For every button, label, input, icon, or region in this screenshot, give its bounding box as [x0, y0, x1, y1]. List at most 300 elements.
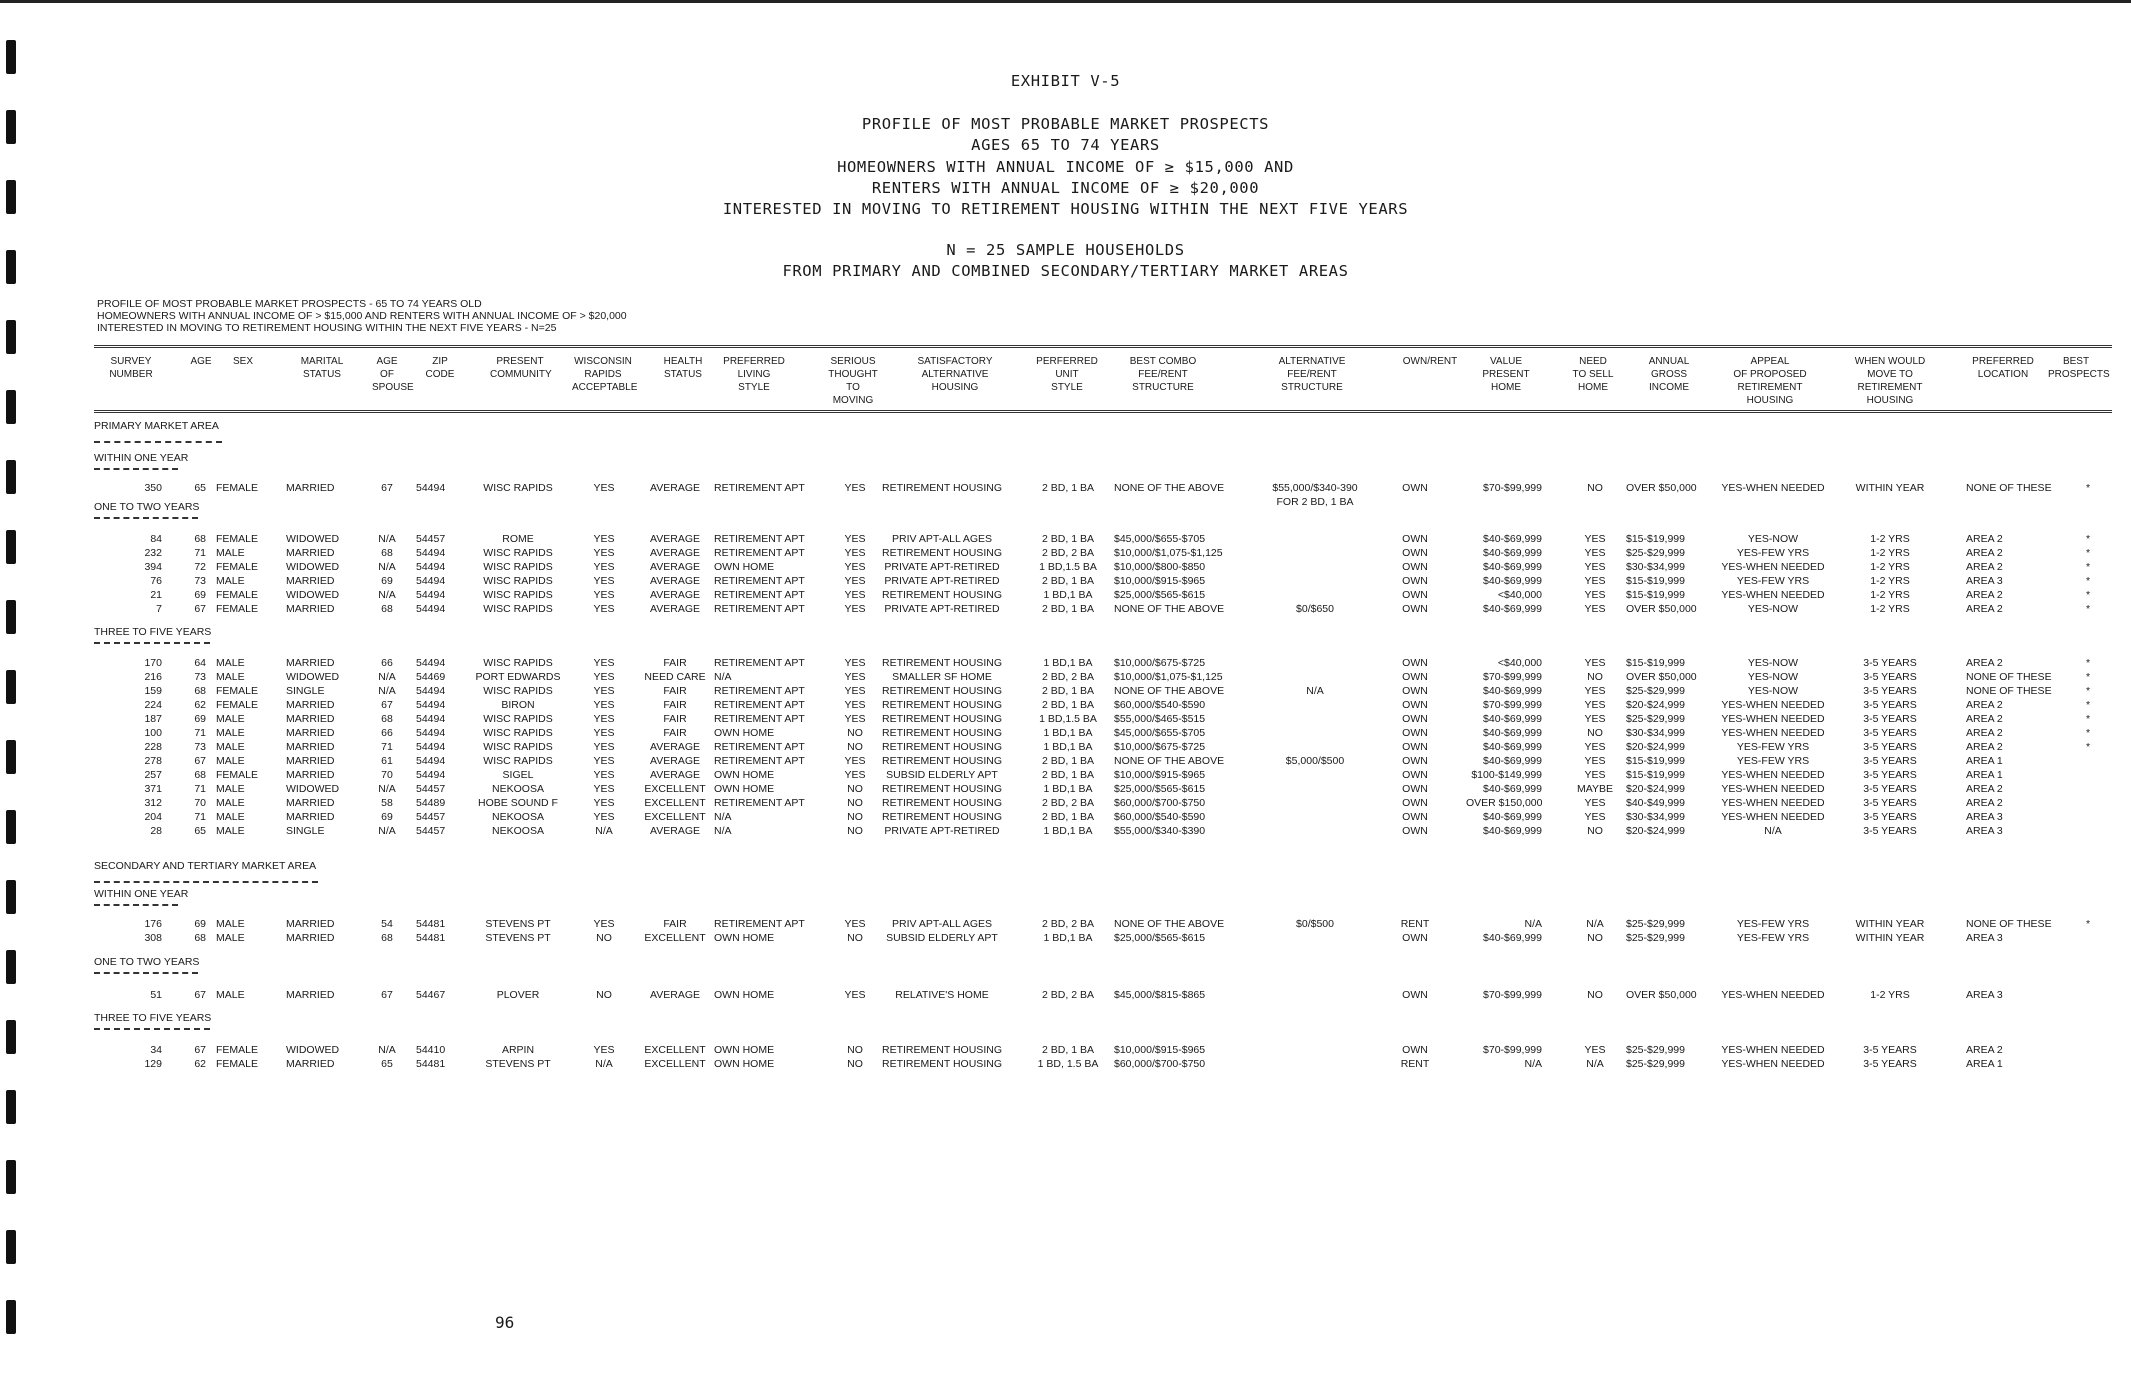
table-cell: 3-5 YEARS: [1863, 783, 1917, 795]
table-cell: 257: [144, 769, 162, 781]
table-cell: 159: [144, 685, 162, 697]
table-cell: RETIREMENT APT: [714, 482, 805, 494]
table-cell: MARRIED: [286, 699, 335, 711]
table-cell: YES: [1584, 685, 1606, 697]
table-cell: YES: [593, 741, 615, 753]
header-rule-top: [94, 345, 2112, 348]
table-cell: FAIR: [663, 713, 687, 725]
table-cell: 1-2 YRS: [1870, 561, 1910, 573]
table-cell: AVERAGE: [650, 769, 700, 781]
table-cell: RETIREMENT APT: [714, 699, 805, 711]
column-header: WISCONSIN RAPIDS ACCEPTABLE: [572, 356, 638, 393]
table-cell: $60,000/$700-$750: [1114, 797, 1206, 809]
column-header: ALTERNATIVE FEE/RENT STRUCTURE: [1278, 356, 1346, 393]
column-header: WHEN WOULD MOVE TO RETIREMENT HOUSING: [1854, 356, 1926, 406]
table-cell: AREA 3: [1966, 811, 2003, 823]
table-cell: FEMALE: [216, 482, 259, 494]
table-cell: 71: [194, 783, 206, 795]
punch-hole: [6, 600, 16, 634]
table-cell: PRIV APT-ALL AGES: [892, 533, 992, 545]
table-cell: NO: [1587, 825, 1603, 837]
table-cell: 67: [194, 603, 206, 615]
sample-line: N = 25 SAMPLE HOUSEHOLDS: [946, 241, 1185, 259]
table-cell: NO: [847, 1044, 863, 1056]
table-cell: NO: [847, 727, 863, 739]
table-cell: YES: [844, 561, 866, 573]
punch-hole: [6, 40, 16, 74]
table-cell: OWN: [1402, 932, 1428, 944]
table-cell: FAIR: [663, 727, 687, 739]
punch-hole: [6, 1090, 16, 1124]
table-cell: MARRIED: [286, 547, 335, 559]
table-cell: *: [2085, 685, 2091, 697]
table-cell: 216: [144, 671, 162, 683]
table-cell: $30-$34,999: [1626, 811, 1685, 823]
table-cell: 54469: [416, 671, 446, 683]
table-cell: PRIVATE APT-RETIRED: [884, 603, 1000, 615]
table-cell: NO: [1587, 671, 1603, 683]
table-cell: $40-$49,999: [1626, 797, 1685, 809]
table-cell: OVER $50,000: [1626, 671, 1697, 683]
table-cell: MALE: [216, 797, 245, 809]
table-cell: 54494: [416, 741, 446, 753]
table-cell: AREA 2: [1966, 533, 2003, 545]
sub-header-line: INTERESTED IN MOVING TO RETIREMENT HOUSING WITHIN THE NEXT FIVE YEARS - N=25: [97, 322, 557, 334]
sub-header-line: HOMEOWNERS WITH ANNUAL INCOME OF > $15,000 AND RENTERS WITH ANNUAL INCOME OF > $20,000: [97, 310, 627, 322]
table-cell: *: [2085, 589, 2091, 601]
table-cell: $70-$99,999: [1483, 671, 1542, 683]
table-cell: 3-5 YEARS: [1863, 825, 1917, 837]
table-cell: 67: [381, 482, 393, 494]
timeframe-heading: WITHIN ONE YEAR: [94, 888, 189, 900]
table-cell: AVERAGE: [650, 589, 700, 601]
table-cell: $45,000/$815-$865: [1114, 989, 1206, 1001]
table-cell: NO: [1587, 727, 1603, 739]
punch-hole: [6, 740, 16, 774]
table-cell: YES: [593, 811, 615, 823]
table-cell: YES-FEW YRS: [1736, 918, 1810, 930]
table-cell: YES: [844, 603, 866, 615]
table-cell: 3-5 YEARS: [1863, 657, 1917, 669]
table-cell: 1 BD, 1.5 BA: [1037, 1058, 1099, 1070]
table-cell: 54494: [416, 727, 446, 739]
table-cell: AVERAGE: [650, 533, 700, 545]
table-cell: OWN: [1402, 575, 1428, 587]
table-cell: WITHIN YEAR: [1855, 482, 1925, 494]
table-cell: MARRIED: [286, 1058, 335, 1070]
table-cell: 71: [381, 741, 393, 753]
title-line: AGES 65 TO 74 YEARS: [971, 136, 1160, 154]
table-cell: 67: [194, 989, 206, 1001]
table-cell: YES-NOW: [1747, 671, 1799, 683]
table-cell: $20-$24,999: [1626, 699, 1685, 711]
table-cell: N/A: [378, 671, 396, 683]
table-cell: $40-$69,999: [1483, 741, 1542, 753]
table-cell: $70-$99,999: [1483, 1044, 1542, 1056]
table-cell: OWN: [1402, 783, 1428, 795]
table-cell: YES: [593, 755, 615, 767]
table-cell: *: [2085, 727, 2091, 739]
table-cell: YES: [1584, 713, 1606, 725]
table-cell: RENT: [1400, 918, 1430, 930]
column-header: PREFERRED LIVING STYLE: [723, 356, 785, 393]
table-cell: *: [2085, 482, 2091, 494]
table-cell: 1 BD,1 BA: [1043, 589, 1093, 601]
table-cell: $15-$19,999: [1626, 533, 1685, 545]
table-cell: 54494: [416, 575, 446, 587]
punch-hole: [6, 670, 16, 704]
table-cell: 54467: [416, 989, 446, 1001]
table-cell: N/A: [1764, 825, 1782, 837]
table-cell: FEMALE: [216, 699, 259, 711]
table-cell: 54494: [416, 769, 446, 781]
table-cell: YES: [593, 685, 615, 697]
table-cell: 1-2 YRS: [1870, 589, 1910, 601]
table-cell: MARRIED: [286, 657, 335, 669]
table-cell: 2 BD, 1 BA: [1042, 533, 1094, 545]
table-cell: 1 BD,1 BA: [1043, 783, 1093, 795]
table-cell: OWN: [1402, 769, 1428, 781]
market-area-heading: SECONDARY AND TERTIARY MARKET AREA: [94, 860, 317, 872]
table-cell: WIDOWED: [286, 589, 340, 601]
table-cell: 2 BD, 2 BA: [1042, 989, 1094, 1001]
table-cell: 62: [194, 1058, 206, 1070]
table-cell: $10,000/$915-$965: [1114, 769, 1206, 781]
table-cell: 2 BD, 2 BA: [1042, 918, 1094, 930]
table-cell: 70: [381, 769, 393, 781]
table-cell: WISC RAPIDS: [483, 482, 553, 494]
table-cell: FEMALE: [216, 1058, 259, 1070]
table-cell: OWN: [1402, 561, 1428, 573]
table-cell: 73: [194, 741, 206, 753]
table-cell: YES: [593, 713, 615, 725]
table-cell: OWN: [1402, 755, 1428, 767]
timeframe-heading: THREE TO FIVE YEARS: [94, 626, 212, 638]
table-cell: $40-$69,999: [1483, 727, 1542, 739]
table-cell: MARRIED: [286, 811, 335, 823]
table-cell: 2 BD, 2 BA: [1042, 671, 1094, 683]
table-cell: YES: [1584, 1044, 1606, 1056]
table-cell: 54494: [416, 657, 446, 669]
table-cell: OWN: [1402, 1044, 1428, 1056]
table-cell: 71: [194, 547, 206, 559]
table-cell: OWN: [1402, 699, 1428, 711]
table-cell: WIDOWED: [286, 783, 340, 795]
table-cell: $0/$500: [1296, 918, 1334, 930]
table-cell: 312: [144, 797, 162, 809]
table-cell: 68: [194, 769, 206, 781]
table-cell: OWN: [1402, 811, 1428, 823]
table-cell: 71: [194, 811, 206, 823]
table-cell: RETIREMENT HOUSING: [882, 547, 1002, 559]
table-cell: 62: [194, 699, 206, 711]
table-cell: 54494: [416, 603, 446, 615]
table-cell: RETIREMENT HOUSING: [882, 589, 1002, 601]
punch-hole: [6, 320, 16, 354]
table-cell: 1-2 YRS: [1870, 533, 1910, 545]
table-cell: N/A: [1586, 1058, 1604, 1070]
table-cell: PRIVATE APT-RETIRED: [884, 575, 1000, 587]
table-cell: N/A: [714, 825, 732, 837]
table-cell: OWN: [1402, 713, 1428, 725]
table-cell: $55,000/$340-$390: [1114, 825, 1206, 837]
table-cell: WIDOWED: [286, 671, 340, 683]
table-cell: 3-5 YEARS: [1863, 699, 1917, 711]
table-cell: $25-$29,999: [1626, 1044, 1685, 1056]
table-cell: 58: [381, 797, 393, 809]
table-cell: YES: [593, 575, 615, 587]
table-cell: YES-WHEN NEEDED: [1721, 797, 1825, 809]
table-cell: OWN: [1402, 533, 1428, 545]
punch-hole: [6, 460, 16, 494]
table-cell: HOBE SOUND F: [478, 797, 558, 809]
table-cell: YES-FEW YRS: [1736, 547, 1810, 559]
table-cell: MALE: [216, 727, 245, 739]
table-cell: NO: [847, 741, 863, 753]
table-cell: NONE OF THESE: [1966, 685, 2052, 697]
timeframe-heading: WITHIN ONE YEAR: [94, 452, 189, 464]
timeframe-heading: THREE TO FIVE YEARS: [94, 1012, 212, 1024]
table-cell: OWN HOME: [714, 1058, 775, 1070]
table-cell: $60,000/$540-$590: [1114, 699, 1206, 711]
punch-hole: [6, 1020, 16, 1054]
table-cell: RETIREMENT APT: [714, 755, 805, 767]
table-cell: 73: [194, 575, 206, 587]
table-cell: AREA 1: [1966, 769, 2003, 781]
table-cell: YES-FEW YRS: [1736, 741, 1810, 753]
table-cell: OVER $50,000: [1626, 989, 1697, 1001]
table-cell: NONE OF THE ABOVE: [1114, 685, 1225, 697]
table-cell: 1 BD,1.5 BA: [1039, 713, 1097, 725]
table-cell: 3-5 YEARS: [1863, 797, 1917, 809]
table-cell: 1 BD,1.5 BA: [1039, 561, 1097, 573]
table-cell: MALE: [216, 825, 245, 837]
table-cell: 228: [144, 741, 162, 753]
table-cell: YES-FEW YRS: [1736, 932, 1810, 944]
timeframe-heading: ONE TO TWO YEARS: [94, 501, 200, 513]
table-cell: 64: [194, 657, 206, 669]
table-cell: AREA 2: [1966, 713, 2003, 725]
table-cell: YES: [844, 713, 866, 725]
table-cell: NO: [847, 783, 863, 795]
table-cell: 21: [150, 589, 162, 601]
table-cell: FAIR: [663, 657, 687, 669]
table-cell: YES-WHEN NEEDED: [1721, 1058, 1825, 1070]
table-cell: BIRON: [501, 699, 535, 711]
table-cell: 170: [144, 657, 162, 669]
table-cell: FAIR: [663, 699, 687, 711]
table-cell: RETIREMENT APT: [714, 589, 805, 601]
table-cell: YES-WHEN NEEDED: [1721, 811, 1825, 823]
table-cell: OWN: [1402, 685, 1428, 697]
table-cell: $25-$29,999: [1626, 918, 1685, 930]
table-cell: AREA 3: [1966, 932, 2003, 944]
table-cell: FEMALE: [216, 561, 259, 573]
exhibit-label: EXHIBIT V-5: [1010, 72, 1121, 90]
table-cell: 68: [381, 547, 393, 559]
table-cell: 1 BD,1 BA: [1043, 657, 1093, 669]
table-cell: WISC RAPIDS: [483, 741, 553, 753]
table-cell: YES: [593, 797, 615, 809]
table-cell: 65: [194, 482, 206, 494]
table-cell: WISC RAPIDS: [483, 727, 553, 739]
table-cell: YES: [844, 657, 866, 669]
table-cell: WISC RAPIDS: [483, 685, 553, 697]
table-cell: YES-WHEN NEEDED: [1721, 1044, 1825, 1056]
table-cell: YES: [844, 699, 866, 711]
table-cell: YES: [844, 918, 866, 930]
table-cell: 1-2 YRS: [1870, 603, 1910, 615]
table-cell: N/A: [378, 825, 396, 837]
table-cell: MALE: [216, 713, 245, 725]
table-cell: N/A: [378, 685, 396, 697]
table-cell: MALE: [216, 918, 245, 930]
table-cell: OVER $50,000: [1626, 603, 1697, 615]
column-header: BEST COMBO FEE/RENT STRUCTURE: [1129, 356, 1197, 393]
table-cell: MALE: [216, 989, 245, 1001]
table-cell: NONE OF THE ABOVE: [1114, 918, 1225, 930]
table-cell: 68: [194, 932, 206, 944]
table-cell: NEED CARE: [644, 671, 706, 683]
table-cell: $70-$99,999: [1483, 699, 1542, 711]
table-cell: AVERAGE: [650, 825, 700, 837]
table-cell: WISC RAPIDS: [483, 561, 553, 573]
table-cell: $40-$69,999: [1483, 533, 1542, 545]
table-cell: MARRIED: [286, 575, 335, 587]
table-cell: ARPIN: [501, 1044, 535, 1056]
table-cell: YES: [1584, 699, 1606, 711]
table-cell: MALE: [216, 547, 245, 559]
table-cell: EXCELLENT: [644, 1058, 706, 1070]
table-cell: 54494: [416, 482, 446, 494]
table-cell: 65: [381, 1058, 393, 1070]
table-cell: YES-WHEN NEEDED: [1721, 482, 1825, 494]
table-cell: YES: [593, 671, 615, 683]
table-cell: $25-$29,999: [1626, 547, 1685, 559]
table-cell: OWN: [1402, 797, 1428, 809]
timeframe-underline: [94, 468, 178, 470]
table-cell: RETIREMENT APT: [714, 797, 805, 809]
table-cell: N/A: [378, 783, 396, 795]
table-cell: 68: [194, 685, 206, 697]
table-cell: SMALLER SF HOME: [892, 671, 992, 683]
table-cell: N/A: [378, 1044, 396, 1056]
table-cell: WISC RAPIDS: [483, 589, 553, 601]
table-cell: 67: [194, 1044, 206, 1056]
table-cell: YES: [593, 657, 615, 669]
table-cell: YES: [844, 989, 866, 1001]
table-cell: 68: [194, 533, 206, 545]
table-cell: OVER $50,000: [1626, 482, 1697, 494]
table-cell: YES-WHEN NEEDED: [1721, 589, 1825, 601]
table-cell: 1 BD,1 BA: [1043, 932, 1093, 944]
table-cell: $10,000/$1,075-$1,125: [1114, 671, 1223, 683]
table-cell: 34: [150, 1044, 162, 1056]
table-cell: 69: [381, 811, 393, 823]
table-cell: YES: [844, 575, 866, 587]
table-cell: PRIVATE APT-RETIRED: [884, 561, 1000, 573]
punch-hole: [6, 390, 16, 424]
column-header: NEED TO SELL HOME: [1572, 356, 1614, 393]
table-cell: *: [2085, 918, 2091, 930]
table-cell: 3-5 YEARS: [1863, 811, 1917, 823]
table-cell: MALE: [216, 741, 245, 753]
table-cell: 3-5 YEARS: [1863, 755, 1917, 767]
table-cell: 66: [381, 657, 393, 669]
table-cell: RETIREMENT HOUSING: [882, 713, 1002, 725]
table-cell: YES-NOW: [1747, 603, 1799, 615]
table-cell: WISC RAPIDS: [483, 657, 553, 669]
table-cell: 187: [144, 713, 162, 725]
table-cell: AVERAGE: [650, 482, 700, 494]
table-cell: STEVENS PT: [485, 1058, 551, 1070]
table-cell: $40-$69,999: [1483, 713, 1542, 725]
table-cell: *: [2085, 713, 2091, 725]
table-cell: 54481: [416, 932, 446, 944]
table-cell: YES: [593, 699, 615, 711]
table-cell: RENT: [1400, 1058, 1430, 1070]
table-cell: N/A: [595, 1058, 613, 1070]
column-header: BEST PROSPECTS: [2048, 356, 2110, 380]
table-cell: 68: [381, 603, 393, 615]
table-cell: 51: [150, 989, 162, 1001]
table-cell: MARRIED: [286, 713, 335, 725]
table-cell: $30-$34,999: [1626, 727, 1685, 739]
table-cell: PRIVATE APT-RETIRED: [884, 825, 1000, 837]
table-cell: 54494: [416, 547, 446, 559]
table-cell: YES-WHEN NEEDED: [1721, 561, 1825, 573]
table-cell: AREA 2: [1966, 727, 2003, 739]
table-cell: $30-$34,999: [1626, 561, 1685, 573]
column-header: ZIP CODE: [425, 356, 455, 380]
table-cell: MALE: [216, 783, 245, 795]
table-cell: NO: [847, 797, 863, 809]
timeframe-underline: [94, 972, 198, 974]
table-cell: YES-WHEN NEEDED: [1721, 699, 1825, 711]
column-header: VALUE PRESENT HOME: [1482, 356, 1530, 393]
table-cell: NEKOOSA: [492, 783, 544, 795]
table-cell: 1 BD,1 BA: [1043, 727, 1093, 739]
table-cell: MARRIED: [286, 727, 335, 739]
title-line: RENTERS WITH ANNUAL INCOME OF ≥ $20,000: [871, 179, 1260, 197]
table-cell: MARRIED: [286, 482, 335, 494]
table-cell: $15-$19,999: [1626, 769, 1685, 781]
table-cell: 54494: [416, 589, 446, 601]
table-cell: 2 BD, 1 BA: [1042, 1044, 1094, 1056]
table-cell: OWN HOME: [714, 727, 775, 739]
table-cell: N/A: [595, 825, 613, 837]
table-cell: 54481: [416, 918, 446, 930]
table-cell: YES: [1584, 603, 1606, 615]
table-cell: OWN: [1402, 989, 1428, 1001]
table-cell: YES: [1584, 547, 1606, 559]
table-cell: OWN: [1402, 482, 1428, 494]
table-cell: MARRIED: [286, 741, 335, 753]
table-cell: SINGLE: [286, 825, 325, 837]
table-cell: $40-$69,999: [1483, 755, 1542, 767]
table-cell: MALE: [216, 811, 245, 823]
table-cell: YES: [1584, 769, 1606, 781]
table-cell: 2 BD, 1 BA: [1042, 482, 1094, 494]
table-cell: 3-5 YEARS: [1863, 769, 1917, 781]
table-cell: 3-5 YEARS: [1863, 727, 1917, 739]
table-cell: AVERAGE: [650, 741, 700, 753]
table-cell: 54494: [416, 685, 446, 697]
table-cell: FEMALE: [216, 1044, 259, 1056]
table-cell: 7: [156, 603, 162, 615]
table-cell: WISC RAPIDS: [483, 713, 553, 725]
table-cell: YES: [1584, 561, 1606, 573]
